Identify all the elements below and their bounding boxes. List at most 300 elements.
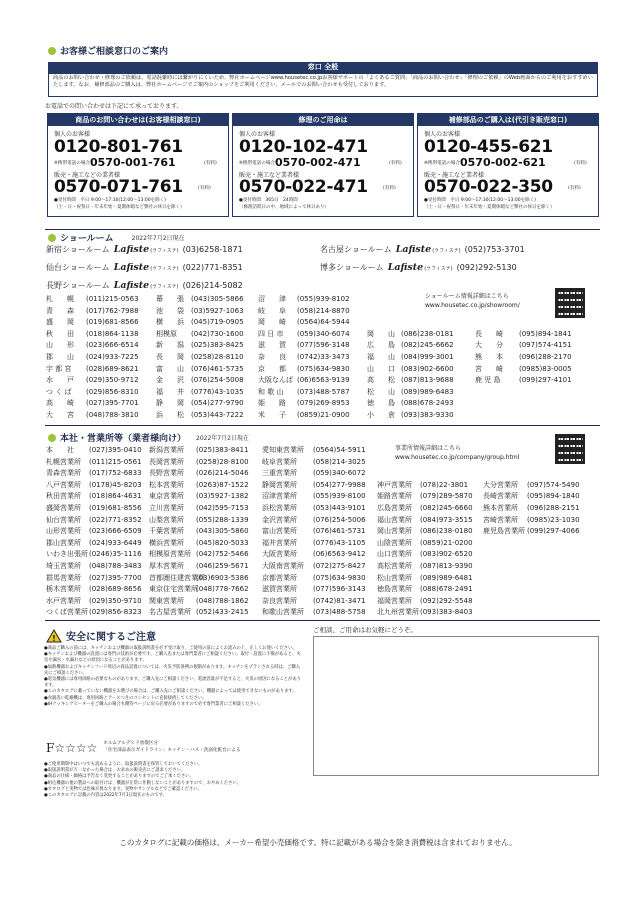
showroom-tel[interactable]: (052)753-3701 [464, 245, 525, 254]
table-row [46, 607, 599, 619]
note-item: ●加熱機器およびキッチンフード周辺の商品設置については、火災予防条例の規制があります。キッチンをプランされる時は、ご購入先にご相談ください。 [44, 664, 301, 676]
card-title: 補修部品のご購入は(代引き販売窓口) [418, 114, 598, 126]
table-row [46, 364, 591, 376]
location-tel[interactable]: (029)856-8310 [86, 387, 139, 396]
contact-title: お客様ご相談窓口のご案内 [60, 47, 169, 57]
card-hours-note: （修理訪問日の中、地域によって休日あり） [239, 205, 329, 210]
showroom-tel[interactable]: (092)292-5130 [456, 263, 517, 272]
location-tel[interactable]: (087)813-9390 [420, 561, 473, 570]
location-tel[interactable]: (019)681-8566 [86, 318, 139, 327]
location-tel[interactable]: (077)596-3143 [313, 585, 366, 594]
brand-name: Lafiste [113, 262, 150, 273]
location-tel[interactable]: (011)215-0563 [86, 295, 139, 303]
location-tel[interactable]: (096)288-2151 [527, 503, 580, 512]
location-name: 京 都 [258, 364, 286, 373]
contact-card [232, 113, 414, 217]
card-business-label: 販売・施工など業者様 [424, 172, 485, 179]
location-name: 四 日 市 [258, 329, 284, 338]
brand-ruby: (ラフィステ) [150, 266, 179, 272]
location-tel[interactable]: (072)275-8427 [313, 561, 366, 570]
location-tel[interactable]: (073)488-5787 [297, 387, 350, 396]
location-tel[interactable]: (0258)28-8100 [196, 457, 249, 466]
location-tel[interactable]: (089)989-6483 [401, 387, 454, 396]
location-name: 三重営業所 [262, 469, 297, 478]
table-row [46, 491, 599, 503]
location-tel[interactable]: (0263)87-1522 [196, 480, 249, 489]
note-item: ●商品ご購入の前には、キッチンおよび機器の取扱説明書を必ず受け取り、ご使用の前によくお読みの上、正しくお使いください。 [44, 646, 297, 651]
location-tel[interactable]: (029)856-8323 [89, 608, 142, 617]
table-row [46, 329, 591, 341]
card-business-number[interactable]: 0570-022-471 [239, 177, 368, 197]
location-tel[interactable]: (099)297-4066 [527, 527, 580, 536]
brand-name: Lafiste [113, 280, 150, 291]
location-name: 山口営業所 [377, 550, 412, 559]
location-tel[interactable]: (024)933-7225 [86, 352, 139, 361]
location-name: 徳島営業所 [377, 585, 412, 594]
location-tel[interactable]: (058)214-8870 [297, 306, 350, 315]
location-name: 福山営業所 [377, 515, 412, 524]
location-tel[interactable]: (048)788-3483 [89, 561, 142, 570]
location-tel[interactable]: (095)894-1841 [519, 329, 572, 338]
location-tel[interactable]: (079)269-8953 [297, 399, 350, 408]
location-tel[interactable]: (03)6903-5386 [196, 573, 249, 582]
location-tel[interactable]: (052)433-2415 [196, 608, 249, 617]
location-name: 奈 良 [258, 352, 286, 361]
note-item: ●カタログと実物では色味が異なります。実物やサンプルなどでご確認ください。 [44, 786, 202, 792]
location-name: 愛知東営業所 [262, 446, 304, 454]
showroom-info-label: ショールーム情報詳細はこちら [425, 293, 509, 300]
location-tel[interactable]: (054)277-9988 [313, 480, 366, 489]
card-mobile-fee: (有料) [574, 161, 587, 166]
location-tel[interactable]: (076)461-5735 [191, 364, 244, 373]
location-name: 幕 張 [156, 295, 184, 303]
location-tel[interactable]: (055)939-8100 [313, 492, 366, 501]
location-name: 姫路営業所 [377, 492, 412, 501]
location-tel[interactable]: (024)933-6449 [89, 538, 142, 547]
location-name: 青森営業所 [46, 469, 81, 478]
card-hours: ●受付時間 平日 9:00〜17:30(12:00〜13:00を除く) [424, 198, 536, 203]
location-name: 大阪営業所 [262, 550, 297, 559]
location-name: 札幌営業所 [46, 457, 81, 466]
note-item: ●食器洗い乾燥機は、専用回路とアースつきのコンセントに直接接続してください。 [44, 695, 207, 701]
location-tel[interactable]: (0258)28-8110 [191, 352, 244, 361]
location-tel[interactable]: (023)666-6509 [89, 527, 142, 536]
showroom-url[interactable]: www.housetec.co.jp/showroom/ [425, 302, 520, 309]
location-name: 名古屋営業所 [149, 608, 191, 617]
footer-note: このカタログに記載の価格は、メーカー希望小売価格です。特に記載がある場合を除き消費税は含まれておりません。 [119, 838, 517, 847]
location-tel[interactable]: (048)788-3810 [86, 410, 139, 419]
location-tel[interactable]: (088)678-2493 [401, 399, 454, 408]
card-title: 修理のご用命は [233, 114, 413, 126]
location-tel[interactable]: (0742)33-3473 [297, 352, 350, 361]
location-name: 仙台営業所 [46, 515, 81, 524]
showroom-name: 新宿ショールーム [46, 245, 110, 254]
location-tel[interactable]: (084)973-3515 [420, 515, 473, 524]
location-tel[interactable]: (099)297-4101 [519, 376, 572, 385]
location-name: 鹿児島営業所 [483, 527, 525, 536]
location-name: 新潟営業所 [149, 446, 184, 454]
table-row [46, 306, 591, 318]
location-tel[interactable]: (043)305-5866 [191, 295, 244, 303]
location-tel[interactable]: (028)689-8656 [89, 585, 142, 594]
card-mobile-number[interactable]: 0570-002-621 [460, 156, 546, 169]
location-tel[interactable]: (0564)64-5944 [297, 318, 350, 327]
location-name: 岡 山 [367, 329, 395, 338]
location-tel[interactable]: (083)902-6600 [401, 364, 454, 373]
card-business-fee: (有料) [383, 186, 396, 191]
location-name: 金 沢 [156, 376, 184, 385]
location-name: 長野営業所 [149, 469, 184, 478]
location-name: 厚木営業所 [149, 561, 184, 570]
location-tel[interactable]: (093)383-8403 [420, 608, 473, 617]
brand-ruby: (ラフィステ) [432, 248, 461, 254]
location-tel[interactable]: (077)596-3148 [297, 341, 350, 350]
table-row [46, 375, 591, 387]
location-tel[interactable]: (042)595-7153 [196, 503, 249, 512]
showroom-tel[interactable]: (026)214-5082 [182, 281, 243, 290]
note-item: ●このカタログに記載の内容は2022年7月1日現在のものです。 [44, 793, 167, 799]
location-name: 京都営業所 [262, 573, 297, 582]
location-tel[interactable]: (055)288-1339 [196, 515, 249, 524]
card-mobile-fee: (有料) [204, 161, 217, 166]
location-tel[interactable]: (0859)21-0200 [420, 538, 473, 547]
location-name: 小 倉 [367, 410, 395, 419]
offices-title: 本社・営業所等（業者様向け） [60, 434, 187, 444]
table-row [46, 410, 591, 422]
location-name: 青 森 [46, 306, 74, 315]
location-name: 福井営業所 [262, 538, 297, 547]
location-tel[interactable]: (029)350-9710 [89, 596, 142, 605]
note-item: ●このカタログに載っていない機器をお選びの場合は、ご購入先にご相談ください。機器によっては使用できないものがあります。 [44, 689, 297, 695]
location-name: 和 歌 山 [258, 387, 284, 396]
location-tel[interactable]: (011)215-0561 [89, 457, 142, 466]
location-name: 奈良営業所 [262, 596, 297, 605]
location-tel[interactable]: (096)288-2170 [519, 352, 572, 361]
location-tel[interactable]: (083)902-6520 [420, 550, 473, 559]
location-tel[interactable]: (025)383-8425 [191, 341, 244, 350]
location-name: 水戸営業所 [46, 596, 81, 605]
location-name: 高 崎 [46, 399, 74, 408]
card-personal-label: 個人のお客様 [239, 131, 276, 138]
offices-url[interactable]: www.housetec.co.jp/company/group.html [395, 454, 520, 461]
card-mobile-number[interactable]: 0570-002-471 [275, 156, 361, 169]
location-name: 群馬営業所 [46, 573, 81, 582]
location-tel[interactable]: (053)443-7222 [191, 410, 244, 419]
location-name: 姫 路 [258, 399, 286, 408]
contact-section-title [48, 44, 168, 57]
card-personal-label: 個人のお客様 [424, 131, 461, 138]
location-name: 広島営業所 [377, 503, 412, 512]
table-row [46, 480, 599, 492]
location-name: 埼玉営業所 [46, 561, 81, 570]
location-tel[interactable]: (017)762-7988 [86, 306, 139, 315]
location-name: 本 社 [46, 446, 74, 454]
location-tel[interactable]: (018)864-1138 [86, 329, 139, 338]
location-name: 大阪南営業所 [262, 561, 304, 570]
location-tel[interactable]: (048)778-7662 [196, 585, 249, 594]
card-freedial-number[interactable]: 0120-801-761 [54, 137, 183, 157]
safety-title: 安全に関するご注意 [66, 632, 156, 643]
location-name: 福岡営業所 [377, 596, 412, 605]
location-name: 栃木営業所 [46, 585, 81, 594]
f-star-mark: F☆☆☆☆ [46, 741, 98, 755]
card-business-number[interactable]: 0570-022-350 [424, 177, 553, 197]
location-tel[interactable]: (095)894-1840 [527, 492, 580, 501]
location-name: 横 浜 [156, 318, 184, 327]
location-name: 八戸営業所 [46, 480, 81, 489]
location-tel[interactable]: (0564)54-5911 [313, 446, 366, 454]
divider [45, 229, 600, 230]
showroom-section-title [48, 231, 185, 244]
note-item: ●取扱説明書が万一なかった場合は、お求めの販売店にご請求ください。 [44, 768, 186, 774]
location-name: 宮崎営業所 [483, 515, 518, 524]
location-tel[interactable]: (087)813-9688 [401, 376, 454, 385]
location-name: いわき出張所 [46, 550, 88, 559]
location-tel[interactable]: (017)752-6833 [89, 469, 142, 478]
location-tel[interactable]: (076)461-5731 [313, 527, 366, 536]
location-name: 関東営業所 [149, 596, 184, 605]
contact-bar: 窓口 全般 [48, 62, 598, 73]
location-name: 高松営業所 [377, 561, 412, 570]
card-hours-note: （土・日・祝祭日・年末年始・夏期休暇など弊社の休日を除く） [424, 205, 555, 210]
location-tel[interactable]: (043)305-5860 [196, 527, 249, 536]
divider [45, 425, 600, 426]
location-name: つくば営業所 [46, 608, 88, 617]
location-tel[interactable]: (026)214-5046 [196, 469, 249, 478]
green-dot-icon [48, 434, 56, 442]
location-tel[interactable]: (0776)43-1035 [191, 387, 244, 396]
location-name: 相模原営業所 [149, 550, 191, 559]
contact-notice: 商品のお問い合わせ・修理のご依頼は、電話混雑時には繋がりにくいため、弊社ホームページwww.housetec.co.jpお客様サポートの「よくあるご質問」「商品のお問い合わせ」「修理のご依頼」のWeb画面からのご利用をおすすめいたします。なお、補修部品のご購入は、弊社ホームページでご案内のショップをご利用ください。メールでのお問い合わせも受付しております。 [48, 73, 598, 97]
table-row [46, 549, 599, 561]
location-name: 富 山 [156, 364, 184, 373]
location-name: 松本営業所 [149, 480, 184, 489]
location-tel[interactable]: (058)214-3025 [313, 457, 366, 466]
f-mark-block [46, 741, 241, 755]
location-tel[interactable]: (0246)35-1116 [89, 550, 142, 559]
location-tel[interactable]: (045)719-0905 [191, 318, 244, 327]
location-tel[interactable]: (055)939-8102 [297, 295, 350, 303]
location-name: 郡山営業所 [46, 538, 81, 547]
location-tel[interactable]: (073)488-5758 [313, 608, 366, 617]
location-name: 大 分 [475, 341, 503, 350]
location-tel[interactable]: (023)666-6514 [86, 341, 139, 350]
location-name: 相模原 [156, 329, 177, 338]
showroom-tel[interactable]: (022)771-8351 [182, 263, 243, 272]
location-name: 山 形 [46, 341, 74, 350]
location-name: 広 島 [367, 341, 395, 350]
location-name: 岡山営業所 [377, 527, 412, 536]
showroom-name: 博多ショールーム [320, 263, 384, 272]
location-tel[interactable]: (082)245-6662 [401, 341, 454, 350]
table-row [46, 538, 599, 550]
card-personal-label: 個人のお客様 [54, 131, 91, 138]
contact-card [47, 113, 229, 217]
location-tel[interactable]: (059)340-6074 [297, 329, 350, 338]
location-tel[interactable]: (027)395-0410 [89, 446, 142, 454]
location-name: 熊本営業所 [483, 503, 518, 512]
location-tel[interactable]: (075)634-9830 [313, 573, 366, 582]
location-name: 鹿 児 島 [475, 376, 501, 385]
note-item: ●IHクッキングヒーターをご購入の場合も優待ページに戻る必要がありますので必ず専門業者にご相談ください。 [44, 701, 263, 707]
safety-list [44, 646, 302, 708]
card-business-fee: (有料) [198, 186, 211, 191]
warning-icon [46, 629, 62, 643]
location-name: 徳 島 [367, 399, 395, 408]
location-name: 新 潟 [156, 341, 184, 350]
showroom-row [46, 244, 243, 255]
note-item: ●組込機器の他の製品への取付けは、機器が正常に作動しないことがありますので、おやめください。 [44, 780, 242, 786]
showroom-name: 長野ショールーム [46, 281, 110, 290]
note-item: ●商品の仕様・価格は予告なく変更することがありますのでご了承ください。 [44, 774, 194, 780]
location-tel[interactable]: (0178)45-8203 [89, 480, 142, 489]
location-tel[interactable]: (093)383-9330 [401, 410, 454, 419]
location-tel[interactable]: (06)6563-9412 [313, 550, 366, 559]
divider [45, 620, 600, 621]
showroom-row [46, 262, 243, 273]
location-tel[interactable]: (03)5927-1382 [196, 492, 249, 501]
location-name: 熊 本 [475, 352, 503, 361]
location-tel[interactable]: (018)864-4631 [89, 492, 142, 501]
location-name: 山 口 [367, 364, 395, 373]
location-tel[interactable]: (089)989-6481 [420, 573, 473, 582]
memo-box [313, 636, 599, 776]
location-tel[interactable]: (097)574-5490 [527, 480, 580, 489]
location-tel[interactable]: (042)730-1600 [191, 329, 244, 338]
location-tel[interactable]: (054)277-9790 [191, 399, 244, 408]
location-tel[interactable]: (042)752-5466 [196, 550, 249, 559]
location-tel[interactable]: (053)443-9101 [313, 503, 366, 512]
location-tel[interactable]: (082)245-6660 [420, 503, 473, 512]
location-tel[interactable]: (0742)81-3471 [313, 596, 366, 605]
location-tel[interactable]: (076)254-5006 [313, 515, 366, 524]
table-row [46, 317, 591, 329]
brand-ruby: (ラフィステ) [150, 248, 179, 254]
card-mobile-number[interactable]: 0570-001-761 [90, 156, 176, 169]
location-name: 東京住宅営業所 [149, 585, 198, 594]
location-tel[interactable]: (084)999-3001 [401, 352, 454, 361]
svg-text:!: ! [52, 633, 56, 643]
location-tel[interactable]: (059)340-6072 [313, 469, 366, 478]
location-name: 岐阜営業所 [262, 457, 297, 466]
location-tel[interactable]: (086)238-0180 [420, 527, 473, 536]
location-name: 浜 松 [156, 410, 184, 419]
location-name: 沼津営業所 [262, 492, 297, 501]
table-row [46, 526, 599, 538]
table-row [46, 445, 599, 457]
showroom-tel[interactable]: (03)6258-1871 [182, 245, 243, 254]
location-name: 大分営業所 [483, 480, 518, 489]
showroom-table [46, 294, 591, 422]
location-name: 浜松営業所 [262, 503, 297, 512]
card-mobile-fee: (有料) [389, 161, 402, 166]
green-dot-icon [48, 47, 56, 55]
location-tel[interactable]: (086)238-0181 [401, 329, 454, 338]
location-tel[interactable]: (06)6563-9139 [297, 376, 350, 385]
card-hours: ●受付時間 365日 24時間 [239, 198, 298, 203]
location-name: つ く ば [46, 387, 72, 396]
safety-header [46, 628, 156, 643]
location-name: 福 山 [367, 352, 395, 361]
offices-section-title [48, 431, 249, 444]
table-row [46, 340, 591, 352]
showroom-row [46, 280, 243, 291]
location-tel[interactable]: (027)395-7701 [86, 399, 139, 408]
location-tel[interactable]: (079)289-5870 [420, 492, 473, 501]
location-name: 郡 山 [46, 352, 74, 361]
table-row [46, 352, 591, 364]
table-row [46, 503, 599, 515]
note-item: ●電気機器には専用回路の必要なものがあります。ご購入先にご相談ください。電流容量が不足すると、火災の原因になることがあります。 [44, 677, 301, 689]
location-name: 長 岡 [156, 352, 184, 361]
location-name: 滋賀営業所 [262, 585, 297, 594]
card-business-label: 販売・施工などの業者様 [54, 172, 121, 179]
showroom-row [320, 262, 517, 273]
location-name: 東京営業所 [149, 492, 184, 501]
location-name: 神戸営業所 [377, 480, 412, 489]
location-name: 長崎営業所 [483, 492, 518, 501]
location-tel[interactable]: (088)678-2491 [420, 585, 473, 594]
card-freedial-number[interactable]: 0120-102-471 [239, 137, 368, 157]
location-name: 宮 崎 [475, 364, 503, 373]
card-freedial-number[interactable]: 0120-455-621 [424, 137, 553, 157]
showroom-row [320, 244, 525, 255]
location-tel[interactable]: (025)383-8411 [196, 446, 249, 454]
location-name: 大阪なんば [258, 376, 293, 385]
location-tel[interactable]: (0985)83-0005 [519, 364, 572, 373]
card-business-fee: (有料) [568, 186, 581, 191]
card-business-label: 販売・施工など業者様 [239, 172, 300, 179]
location-tel[interactable]: (0859)21-0900 [297, 410, 350, 419]
brand-ruby: (ラフィステ) [150, 284, 179, 290]
offices-info-label: 事業所情報詳細はこちら [395, 445, 462, 452]
location-name: 立川営業所 [149, 503, 184, 512]
usage-notes [44, 762, 302, 799]
location-tel[interactable]: (022)771-8352 [89, 515, 142, 524]
location-name: 秋田営業所 [46, 492, 81, 501]
location-tel[interactable]: (092)292-5548 [420, 596, 473, 605]
location-name: 水 戸 [46, 376, 74, 385]
table-row [46, 573, 599, 585]
location-name: 沼 津 [258, 295, 286, 303]
location-tel[interactable]: (0776)43-1105 [313, 538, 366, 547]
location-tel[interactable]: (045)820-5033 [196, 538, 249, 547]
location-tel[interactable]: (078)22-3801 [420, 480, 469, 489]
location-name: 盛 岡 [46, 318, 74, 327]
location-name: 山形営業所 [46, 527, 81, 536]
location-tel[interactable]: (029)350-9712 [86, 376, 139, 385]
location-tel[interactable]: (048)788-1862 [196, 596, 249, 605]
table-row [46, 457, 599, 469]
location-tel[interactable]: (046)259-5671 [196, 561, 249, 570]
note-item: ●ご使用期間中はいつでも読めるように、取扱説明書を保管しておいてください。 [44, 762, 203, 767]
showroom-name: 名古屋ショールーム [320, 245, 392, 254]
location-tel[interactable]: (027)395-7700 [89, 573, 142, 582]
location-tel[interactable]: (019)681-8556 [89, 503, 142, 512]
showroom-name: 仙台ショールーム [46, 263, 110, 272]
location-tel[interactable]: (028)689-8621 [86, 364, 139, 373]
offices-date: 2022年7月2日現在 [196, 435, 249, 442]
location-tel[interactable]: (076)254-5008 [191, 376, 244, 385]
location-tel[interactable]: (097)574-4151 [519, 341, 572, 350]
location-name: 静 岡 [156, 399, 184, 408]
card-business-number[interactable]: 0570-071-761 [54, 177, 183, 197]
location-tel[interactable]: (075)634-9830 [297, 364, 350, 373]
table-row [46, 387, 591, 399]
location-tel[interactable]: (03)5927-1063 [191, 306, 244, 315]
location-name: 山陰営業所 [377, 538, 412, 547]
location-tel[interactable]: (0985)23-1030 [527, 515, 580, 524]
